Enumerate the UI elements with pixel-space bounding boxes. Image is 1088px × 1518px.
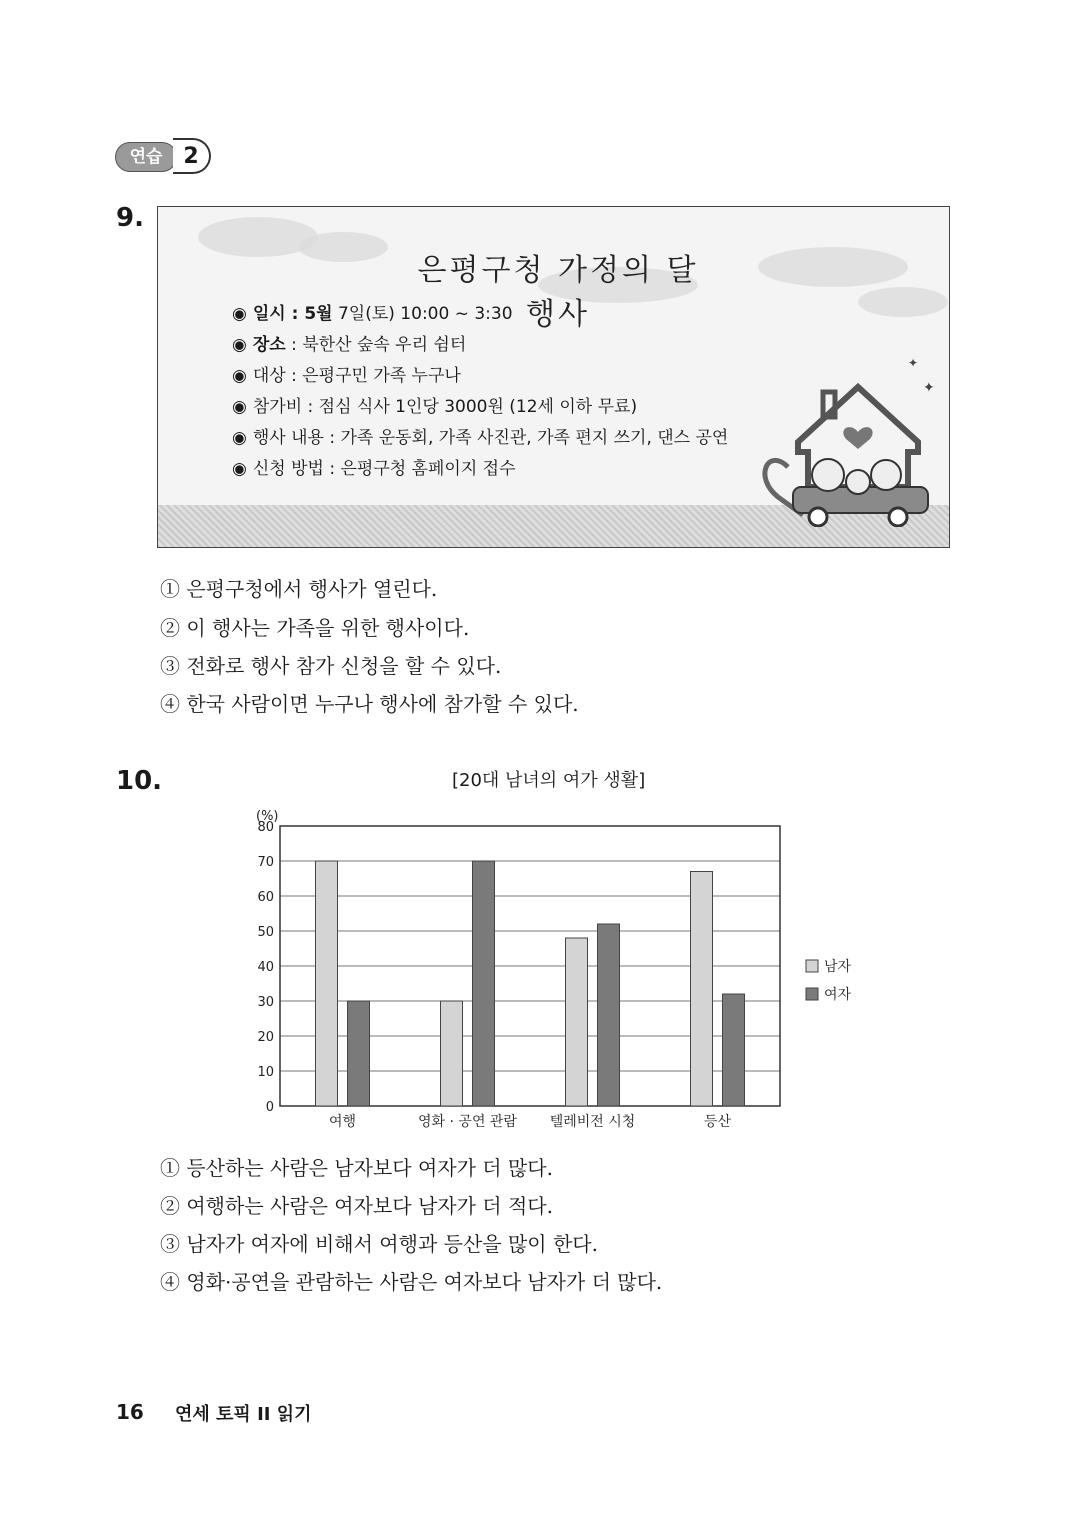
bar-female	[723, 994, 745, 1106]
bullet-icon: ◉	[232, 304, 247, 324]
y-tick-label: 0	[265, 1100, 274, 1115]
info-item-apply	[232, 454, 728, 485]
child-face-icon	[846, 470, 870, 494]
x-category-label: 영화 · 공연 관람	[418, 1114, 517, 1130]
info-item-place	[232, 330, 728, 361]
badge-pill	[115, 142, 177, 172]
x-category-label: 등산	[703, 1114, 732, 1130]
bar-male	[316, 861, 338, 1106]
father-face-icon	[812, 459, 844, 491]
mother-face-icon	[871, 460, 901, 490]
car-wheel-icon	[809, 508, 827, 526]
bullet-icon: ◉	[232, 459, 247, 479]
y-tick-label: 40	[257, 960, 274, 975]
y-tick-label: 20	[257, 1030, 274, 1045]
bar-female	[348, 1001, 370, 1106]
bar-male	[441, 1001, 463, 1106]
x-category-label: 텔레비전 시청	[549, 1114, 636, 1130]
bar-male	[566, 938, 588, 1106]
info-value: 신청 방법 : 은평구청 홈페이지 접수	[252, 459, 516, 479]
q10-option-3: ③ 남자가 여자에 비해서 여행과 등산을 많이 한다.	[160, 1232, 598, 1256]
y-axis-unit-label: (%)	[256, 809, 279, 824]
car-wheel-icon	[889, 508, 907, 526]
info-item-fee	[232, 392, 728, 423]
q9-option-3: ③ 전화로 행사 참가 신청을 할 수 있다.	[160, 654, 502, 678]
question-9-number: 9.	[116, 203, 144, 233]
y-tick-label: 30	[257, 995, 274, 1010]
bar-male	[691, 872, 713, 1107]
bullet-icon: ◉	[232, 335, 247, 355]
info-value: 대상 : 은평구민 가족 누구나	[252, 366, 461, 386]
info-item-target	[232, 361, 728, 392]
badge-label: 연습	[129, 147, 163, 167]
q9-option-1: ① 은평구청에서 행사가 열린다.	[160, 577, 438, 601]
y-tick-label: 10	[257, 1065, 274, 1080]
info-item-date	[232, 299, 728, 330]
bullet-icon: ◉	[232, 428, 247, 448]
bar-female	[473, 861, 495, 1106]
q10-option-1: ① 등산하는 사람은 남자보다 여자가 더 많다.	[160, 1156, 553, 1180]
chart-title: [20대 남녀의 여가 생활]	[452, 770, 646, 791]
book-title: 연세 토픽 II 읽기	[175, 1404, 312, 1425]
info-label: 일시 : 5월	[252, 304, 333, 324]
q10-option-4: ④ 영화·공연을 관람하는 사람은 여자보다 남자가 더 많다.	[160, 1270, 663, 1294]
event-info-list	[232, 299, 728, 485]
event-poster	[157, 206, 950, 548]
x-category-label: 여행	[328, 1114, 357, 1130]
legend-label: 여자	[824, 987, 852, 1003]
legend-label: 남자	[824, 959, 852, 975]
q10-option-2: ② 여행하는 사람은 여자보다 남자가 더 적다.	[160, 1194, 553, 1218]
bar-female	[598, 924, 620, 1106]
heart-icon	[843, 427, 872, 449]
y-tick-label: 70	[257, 855, 274, 870]
info-value: : 북한산 숲속 우리 쉼터	[285, 335, 467, 355]
bullet-icon: ◉	[232, 397, 247, 417]
legend-swatch	[806, 988, 818, 1000]
y-tick-label: 80	[257, 820, 274, 835]
q9-option-2: ② 이 행사는 가족을 위한 행사이다.	[160, 616, 470, 640]
question-10-number: 10.	[116, 766, 163, 796]
info-value: 7일(토) 10:00 ~ 3:30	[332, 304, 513, 324]
info-value: 참가비 : 점심 식사 1인당 3000원 (12세 이하 무료)	[252, 397, 638, 417]
info-item-program	[232, 423, 728, 454]
cloud-decoration	[298, 232, 388, 262]
bullet-icon: ◉	[232, 366, 247, 386]
legend-swatch	[806, 960, 818, 972]
cloud-decoration	[858, 287, 948, 317]
family-car-illustration	[758, 347, 943, 527]
sparkle-icon: ✦	[923, 380, 935, 396]
leisure-bar-chart	[230, 800, 870, 1140]
section-badge	[115, 138, 211, 178]
poster-title: 은평구청 가정의 달 행사	[417, 253, 699, 332]
page-number: 16	[116, 1400, 144, 1424]
y-tick-label: 50	[257, 925, 274, 940]
y-tick-label: 60	[257, 890, 274, 905]
sparkle-icon: ✦	[908, 356, 919, 370]
info-value: 행사 내용 : 가족 운동회, 가족 사진관, 가족 편지 쓰기, 댄스 공연	[252, 428, 729, 448]
badge-number: 2	[173, 138, 211, 174]
cloud-decoration	[758, 247, 908, 287]
q9-option-4: ④ 한국 사람이면 누구나 행사에 참가할 수 있다.	[160, 692, 579, 716]
info-label: 장소	[252, 335, 286, 355]
